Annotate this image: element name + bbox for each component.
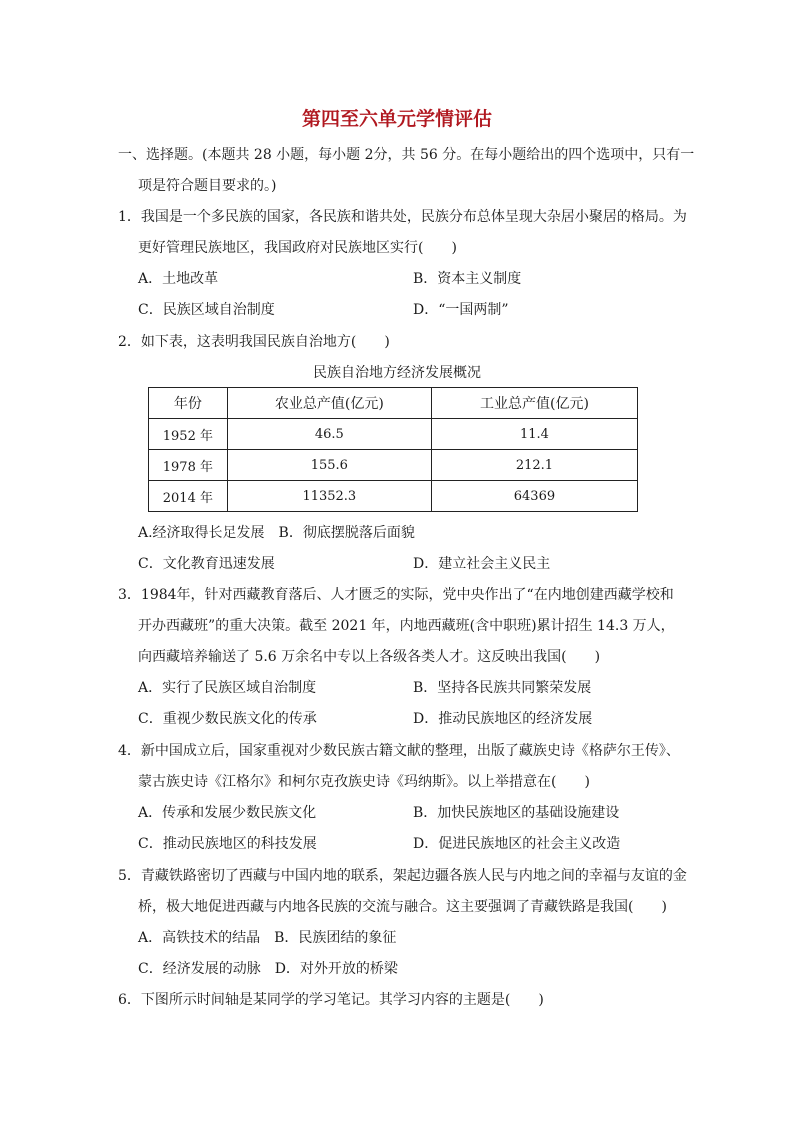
- table-header-year: 年份: [149, 388, 228, 419]
- question-5-options-cd[interactable]: C．经济发展的动脉 D．对外开放的桥梁: [138, 961, 398, 977]
- question-4-option-d[interactable]: D．促进民族地区的社会主义改造: [413, 836, 621, 852]
- section-instructions-line2: 项是符合题目要求的。): [138, 178, 277, 194]
- question-1-option-b[interactable]: B．资本主义制度: [413, 271, 522, 287]
- question-5-stem: 5．青藏铁路密切了西藏与中国内地的联系，架起边疆各族人民与内地之间的幸福与友谊的金: [118, 868, 687, 884]
- question-3-option-d[interactable]: D．推动民族地区的经济发展: [413, 711, 593, 727]
- question-3-option-c[interactable]: C．重视少数民族文化的传承: [138, 711, 317, 727]
- question-4-stem-cont: 蒙古族史诗《江格尔》和柯尔克孜族史诗《玛纳斯》。以上举措意在( ): [138, 774, 590, 790]
- table-row: [149, 419, 638, 450]
- table-cell-year: 1952 年: [149, 419, 228, 450]
- table-row: [149, 450, 638, 481]
- page-title: 第四至六单元学情评估: [301, 108, 492, 130]
- table-cell-industry: 212.1: [431, 450, 637, 481]
- table-cell-agriculture: 11352.3: [227, 481, 431, 512]
- question-3-stem-cont2: 向西藏培养输送了 5.6 万余名中专以上各级各类人才。这反映出我国( ): [138, 649, 601, 665]
- question-1-option-c[interactable]: C．民族区域自治制度: [138, 302, 275, 318]
- section-instructions-line1: 一、选择题。(本题共 28 小题，每小题 2分，共 56 分。在每小题给出的四个选项中，只有一: [118, 147, 695, 163]
- question-5-stem-cont: 桥，极大地促进西藏与内地各民族的交流与融合。这主要强调了青藏铁路是我国( ): [138, 899, 667, 915]
- table-header-agriculture: 农业总产值(亿元): [227, 388, 431, 419]
- question-4-option-c[interactable]: C．推动民族地区的科技发展: [138, 836, 317, 852]
- economy-table: [148, 387, 638, 512]
- table-header-row: [149, 388, 638, 419]
- table-cell-agriculture: 155.6: [227, 450, 431, 481]
- question-3-option-a[interactable]: A．实行了民族区域自治制度: [138, 680, 317, 696]
- question-1-stem-cont: 更好管理民族地区，我国政府对民族地区实行( ): [138, 240, 457, 256]
- table-cell-year: 2014 年: [149, 481, 228, 512]
- table-cell-agriculture: 46.5: [227, 419, 431, 450]
- question-5-options-ab[interactable]: A．高铁技术的结晶 B．民族团结的象征: [138, 930, 397, 946]
- question-6-stem: 6．下图所示时间轴是某同学的学习笔记。其学习内容的主题是( ): [118, 992, 544, 1008]
- question-3-option-b[interactable]: B．坚持各民族共同繁荣发展: [413, 680, 592, 696]
- question-2-options-ab[interactable]: A.经济取得长足发展 B．彻底摆脱落后面貌: [138, 525, 415, 541]
- table-cell-industry: 64369: [431, 481, 637, 512]
- question-3-stem-cont: 开办西藏班”的重大决策。截至 2021 年，内地西藏班(含中职班)累计招生 14.3 万人，: [138, 618, 675, 634]
- table-cell-industry: 11.4: [431, 419, 637, 450]
- question-1-option-a[interactable]: A．土地改革: [138, 271, 219, 287]
- question-2-stem: 2．如下表，这表明我国民族自治地方( ): [118, 334, 390, 350]
- table-caption: 民族自治地方经济发展概况: [313, 365, 481, 381]
- question-4-option-a[interactable]: A．传承和发展少数民族文化: [138, 805, 317, 821]
- question-4-stem: 4．新中国成立后，国家重视对少数民族古籍文献的整理，出版了藏族史诗《格萨尔王传》、: [118, 743, 680, 759]
- table-cell-year: 1978 年: [149, 450, 228, 481]
- table-row: [149, 481, 638, 512]
- question-1-option-d[interactable]: D．“一国两制”: [413, 302, 509, 318]
- question-2-option-c[interactable]: C．文化教育迅速发展: [138, 556, 275, 572]
- question-2-option-d[interactable]: D．建立社会主义民主: [413, 556, 551, 572]
- question-4-option-b[interactable]: B．加快民族地区的基础设施建设: [413, 805, 620, 821]
- question-1-stem: 1．我国是一个多民族的国家，各民族和谐共处，民族分布总体呈现大杂居小聚居的格局。为: [118, 209, 687, 225]
- question-3-stem: 3．1984年，针对西藏教育落后、人才匮乏的实际，党中央作出了“在内地创建西藏学校和: [118, 587, 674, 603]
- table-header-industry: 工业总产值(亿元): [431, 388, 637, 419]
